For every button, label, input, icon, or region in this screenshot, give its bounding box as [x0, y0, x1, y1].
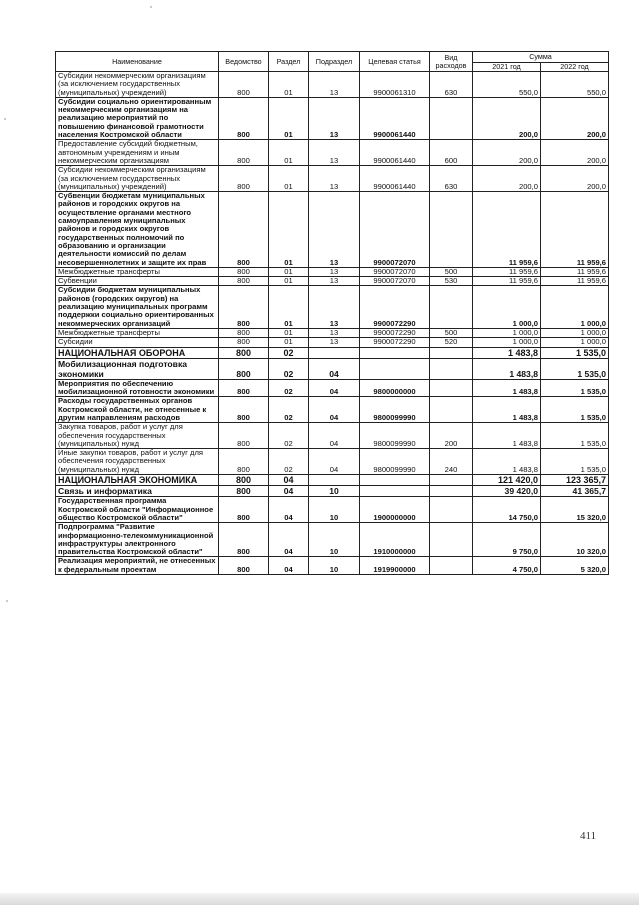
cell-article: 9800099990: [360, 449, 430, 475]
header-year-2022: 2022 год: [541, 63, 609, 72]
header-dept: Ведомство: [219, 52, 269, 72]
scan-speck: [6, 600, 8, 602]
cell-y2021: 1 483,8: [473, 358, 541, 379]
cell-y2021: 1 000,0: [473, 286, 541, 328]
cell-dept: 800: [219, 449, 269, 475]
cell-article: 9900072070: [360, 277, 430, 286]
cell-y2022: 11 959,6: [541, 277, 609, 286]
cell-y2022: 1 000,0: [541, 328, 609, 337]
cell-exptype: [430, 97, 473, 139]
cell-article: 9900072290: [360, 338, 430, 347]
cell-exptype: 500: [430, 267, 473, 276]
header-year-2021: 2021 год: [473, 63, 541, 72]
cell-y2022: 200,0: [541, 166, 609, 192]
page-number: 411: [580, 830, 597, 842]
cell-y2021: 200,0: [473, 140, 541, 166]
table-row: [56, 166, 609, 192]
cell-exptype: [430, 192, 473, 268]
cell-section: 01: [269, 140, 309, 166]
table-row: [56, 286, 609, 328]
cell-name: Субсидии некоммерческим организациям (за исключением государственных (муниципальных) учреждений): [56, 166, 219, 192]
cell-section: 01: [269, 286, 309, 328]
cell-subsection: 10: [309, 486, 360, 497]
cell-article: 1900000000: [360, 497, 430, 523]
table-row: [56, 475, 609, 486]
table-row: [56, 358, 609, 379]
cell-dept: 800: [219, 192, 269, 268]
header-section: Раздел: [269, 52, 309, 72]
cell-y2021: 200,0: [473, 166, 541, 192]
cell-y2022: 550,0: [541, 72, 609, 98]
cell-exptype: [430, 347, 473, 358]
cell-section: 02: [269, 397, 309, 423]
cell-dept: 800: [219, 338, 269, 347]
cell-y2021: 200,0: [473, 97, 541, 139]
cell-subsection: 13: [309, 277, 360, 286]
cell-subsection: 13: [309, 286, 360, 328]
cell-name: Реализация мероприятий, не отнесенных к федеральным проектам: [56, 557, 219, 575]
table-row: [56, 328, 609, 337]
header-exptype: Вид расходов: [430, 52, 473, 72]
cell-article: 9900072070: [360, 267, 430, 276]
table-row: [56, 497, 609, 523]
cell-y2021: 550,0: [473, 72, 541, 98]
cell-article: [360, 475, 430, 486]
cell-article: [360, 486, 430, 497]
table-row: [56, 423, 609, 449]
cell-exptype: [430, 557, 473, 575]
cell-y2021: 11 959,6: [473, 267, 541, 276]
cell-y2021: 1 483,8: [473, 397, 541, 423]
cell-subsection: 10: [309, 497, 360, 523]
cell-y2022: 5 320,0: [541, 557, 609, 575]
cell-subsection: 04: [309, 358, 360, 379]
cell-exptype: 530: [430, 277, 473, 286]
table-row: [56, 267, 609, 276]
header-article: Целевая статья: [360, 52, 430, 72]
cell-y2021: 9 750,0: [473, 523, 541, 557]
cell-dept: 800: [219, 523, 269, 557]
cell-y2021: 1 483,8: [473, 449, 541, 475]
cell-subsection: 13: [309, 267, 360, 276]
cell-dept: 800: [219, 397, 269, 423]
cell-y2022: 41 365,7: [541, 486, 609, 497]
cell-name: Субвенции бюджетам муниципальных районов и городских округов на осуществление органами местного самоуправления муниципальных районов и городских округов государственных полномочий по образованию и организации деятельности комиссий по делам несовершеннолетних и защите их прав: [56, 192, 219, 268]
cell-section: 01: [269, 277, 309, 286]
cell-subsection: 13: [309, 166, 360, 192]
cell-name: Предоставление субсидий бюджетным, автономным учреждениям и иным некоммерческим организациям: [56, 140, 219, 166]
table-row: [56, 97, 609, 139]
cell-dept: 800: [219, 358, 269, 379]
table-row: [56, 72, 609, 98]
table-row: [56, 557, 609, 575]
table-row: [56, 523, 609, 557]
cell-exptype: 240: [430, 449, 473, 475]
cell-section: 01: [269, 328, 309, 337]
cell-section: 01: [269, 338, 309, 347]
table-row: [56, 192, 609, 268]
cell-name: Связь и информатика: [56, 486, 219, 497]
cell-name: Мероприятия по обеспечению мобилизационной готовности экономики: [56, 379, 219, 397]
cell-y2022: 11 959,6: [541, 192, 609, 268]
cell-section: 04: [269, 497, 309, 523]
cell-y2022: 1 535,0: [541, 397, 609, 423]
cell-y2022: 1 535,0: [541, 358, 609, 379]
cell-name: Субсидии некоммерческим организациям (за исключением государственных (муниципальных) учреждений): [56, 72, 219, 98]
budget-table: [55, 51, 609, 575]
cell-section: 02: [269, 423, 309, 449]
cell-y2021: 11 959,6: [473, 277, 541, 286]
cell-article: 1910000000: [360, 523, 430, 557]
cell-dept: 800: [219, 166, 269, 192]
cell-article: [360, 358, 430, 379]
header-name: Наименование: [56, 52, 219, 72]
cell-article: 9900061440: [360, 97, 430, 139]
cell-subsection: [309, 475, 360, 486]
cell-name: Межбюджетные трансферты: [56, 328, 219, 337]
cell-exptype: 520: [430, 338, 473, 347]
cell-dept: 800: [219, 347, 269, 358]
cell-y2021: 1 483,8: [473, 347, 541, 358]
table-row: [56, 338, 609, 347]
header-subsection: Подраздел: [309, 52, 360, 72]
table-row: [56, 486, 609, 497]
cell-y2022: 15 320,0: [541, 497, 609, 523]
scan-edge: [0, 893, 639, 905]
cell-name: Субсидии: [56, 338, 219, 347]
table-row: [56, 140, 609, 166]
cell-subsection: 13: [309, 72, 360, 98]
cell-y2021: 39 420,0: [473, 486, 541, 497]
cell-y2021: 11 959,6: [473, 192, 541, 268]
cell-name: Субсидии социально ориентированным некоммерческим организациям на реализацию мероприятий по повышению финансовой грамотности населения Костромской области: [56, 97, 219, 139]
cell-subsection: [309, 347, 360, 358]
cell-name: НАЦИОНАЛЬНАЯ ОБОРОНА: [56, 347, 219, 358]
cell-exptype: [430, 523, 473, 557]
cell-article: 9800000000: [360, 379, 430, 397]
cell-y2022: 1 535,0: [541, 449, 609, 475]
cell-subsection: 10: [309, 557, 360, 575]
cell-name: Субвенции: [56, 277, 219, 286]
header-sum: Сумма: [473, 52, 609, 63]
cell-name: Закупка товаров, работ и услуг для обеспечения государственных (муниципальных) нужд: [56, 423, 219, 449]
cell-dept: 800: [219, 423, 269, 449]
cell-dept: 800: [219, 557, 269, 575]
cell-y2022: 10 320,0: [541, 523, 609, 557]
cell-exptype: 630: [430, 166, 473, 192]
cell-y2021: 1 000,0: [473, 328, 541, 337]
cell-y2021: 1 483,8: [473, 423, 541, 449]
cell-dept: 800: [219, 72, 269, 98]
cell-subsection: 04: [309, 379, 360, 397]
cell-exptype: 500: [430, 328, 473, 337]
cell-y2022: 11 959,6: [541, 267, 609, 276]
table-row: [56, 277, 609, 286]
cell-dept: 800: [219, 140, 269, 166]
cell-article: 9900072290: [360, 286, 430, 328]
cell-exptype: [430, 486, 473, 497]
cell-subsection: 13: [309, 328, 360, 337]
cell-name: Подпрограмма "Развитие информационно-телекоммуникационной инфраструктуры электронного правительства Костромской области": [56, 523, 219, 557]
cell-dept: 800: [219, 267, 269, 276]
cell-section: 04: [269, 475, 309, 486]
cell-section: 04: [269, 486, 309, 497]
cell-y2022: 1 000,0: [541, 338, 609, 347]
table-row: [56, 379, 609, 397]
cell-y2021: 1 483,8: [473, 379, 541, 397]
cell-subsection: 13: [309, 97, 360, 139]
cell-exptype: [430, 379, 473, 397]
cell-section: 04: [269, 557, 309, 575]
cell-article: 9800099990: [360, 397, 430, 423]
cell-section: 01: [269, 192, 309, 268]
cell-article: 9900061440: [360, 166, 430, 192]
cell-section: 01: [269, 97, 309, 139]
cell-exptype: [430, 475, 473, 486]
cell-y2022: 200,0: [541, 140, 609, 166]
cell-dept: 800: [219, 379, 269, 397]
cell-exptype: 630: [430, 72, 473, 98]
cell-y2022: 1 535,0: [541, 379, 609, 397]
cell-article: 9900072290: [360, 328, 430, 337]
scan-speck: [150, 6, 152, 8]
cell-section: 04: [269, 523, 309, 557]
cell-y2022: 1 535,0: [541, 423, 609, 449]
cell-y2022: 1 000,0: [541, 286, 609, 328]
cell-article: 9900061440: [360, 140, 430, 166]
cell-name: Мобилизационная подготовка экономики: [56, 358, 219, 379]
cell-y2022: 200,0: [541, 97, 609, 139]
cell-dept: 800: [219, 286, 269, 328]
cell-y2021: 1 000,0: [473, 338, 541, 347]
cell-dept: 800: [219, 328, 269, 337]
cell-dept: 800: [219, 486, 269, 497]
cell-article: 9900061310: [360, 72, 430, 98]
cell-name: Субсидии бюджетам муниципальных районов (городских округов) на реализацию муниципальных программ поддержки социально ориентированных некоммерческих организаций: [56, 286, 219, 328]
table-row: [56, 397, 609, 423]
cell-exptype: 200: [430, 423, 473, 449]
cell-section: 01: [269, 72, 309, 98]
cell-dept: 800: [219, 497, 269, 523]
scan-speck: [4, 118, 6, 120]
cell-article: 9900072070: [360, 192, 430, 268]
cell-section: 01: [269, 166, 309, 192]
cell-dept: 800: [219, 97, 269, 139]
cell-section: 02: [269, 347, 309, 358]
cell-y2021: 14 750,0: [473, 497, 541, 523]
cell-section: 01: [269, 267, 309, 276]
cell-dept: 800: [219, 277, 269, 286]
cell-section: 02: [269, 449, 309, 475]
cell-subsection: 13: [309, 338, 360, 347]
cell-exptype: [430, 286, 473, 328]
table-body: [56, 72, 609, 575]
cell-subsection: 04: [309, 397, 360, 423]
cell-y2022: 1 535,0: [541, 347, 609, 358]
cell-exptype: [430, 397, 473, 423]
cell-subsection: 13: [309, 192, 360, 268]
cell-name: НАЦИОНАЛЬНАЯ ЭКОНОМИКА: [56, 475, 219, 486]
cell-y2021: 121 420,0: [473, 475, 541, 486]
cell-exptype: 600: [430, 140, 473, 166]
cell-subsection: 13: [309, 140, 360, 166]
cell-name: Межбюджетные трансферты: [56, 267, 219, 276]
table-row: [56, 449, 609, 475]
cell-subsection: 04: [309, 449, 360, 475]
cell-exptype: [430, 497, 473, 523]
cell-name: Расходы государственных органов Костромской области, не отнесенные к другим направлениям расходов: [56, 397, 219, 423]
cell-exptype: [430, 358, 473, 379]
cell-y2021: 4 750,0: [473, 557, 541, 575]
table-row: [56, 347, 609, 358]
cell-subsection: 04: [309, 423, 360, 449]
cell-name: Государственная программа Костромской области "Информационное общество Костромской области": [56, 497, 219, 523]
cell-name: Иные закупки товаров, работ и услуг для обеспечения государственных (муниципальных) нужд: [56, 449, 219, 475]
cell-article: 1919900000: [360, 557, 430, 575]
cell-section: 02: [269, 358, 309, 379]
cell-article: [360, 347, 430, 358]
cell-article: 9800099990: [360, 423, 430, 449]
cell-subsection: 10: [309, 523, 360, 557]
header-row: [56, 52, 609, 63]
cell-y2022: 123 365,7: [541, 475, 609, 486]
cell-section: 02: [269, 379, 309, 397]
cell-dept: 800: [219, 475, 269, 486]
